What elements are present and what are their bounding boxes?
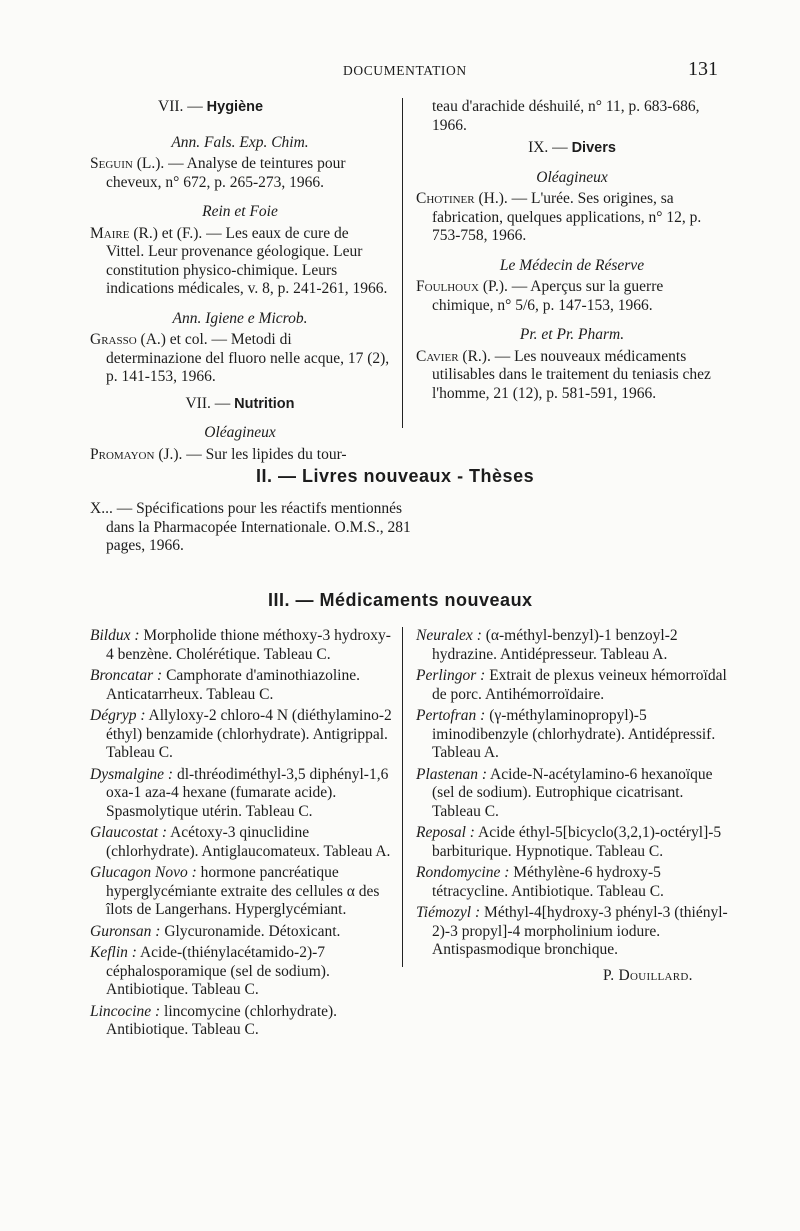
journal-heading: Ann. Igiene e Microb. (172, 309, 308, 327)
bibliography-entry: Maire (R.) et (F.). — Les eaux de cure de Vittel. Leur provenance géologique. Leur constitution physico-chimique. Leurs indications médicales, v. 8, p. 241-261, 1966. (90, 224, 388, 297)
bibliography-entry: Chotiner (H.). — L'urée. Ses origines, sa fabrication, quelques applications, n° 12, p. 753-758, 1966. (416, 190, 702, 244)
drug-list-left (90, 627, 392, 1043)
drug-entry: Rondomycine : Méthylène-6 hydroxy-5 tétracycline. Antibiotique. Tableau C. (416, 864, 664, 900)
drug-entry: Broncatar : Camphorate d'aminothiazoline. Anticatarrheux. Tableau C. (90, 667, 360, 703)
drug-list-right (416, 627, 728, 963)
journal-heading: Oléagineux (536, 168, 608, 186)
drug-entry: Tiémozyl : Méthyl-4[hydroxy-3 phényl-3 (thiényl-2)-3 propyl]-4 morpholinium iodure. Antispasmodique bronchique. (416, 904, 728, 958)
bibliography-entry: X... — Spécifications pour les réactifs mentionnés dans la Pharmacopée Internationale. O.M.S., 281 pages, 1966. (90, 500, 411, 554)
top-left-column (90, 98, 390, 469)
section-title: Hygiène (206, 99, 264, 115)
author-signature: P. Douillard. (603, 967, 693, 984)
column-divider (402, 627, 403, 967)
journal-heading: Le Médecin de Réserve (499, 256, 645, 274)
drug-entry: Bildux : Morpholide thione méthoxy-3 hydroxy-4 benzène. Cholérétique. Tableau C. (90, 627, 391, 663)
drug-entry: Glaucostat : Acétoxy-3 qinuclidine (chlorhydrate). Antiglaucomateux. Tableau A. (90, 824, 391, 860)
journal-heading: Ann. Fals. Exp. Chim. (171, 133, 309, 151)
drug-entry: Guronsan : Glycuronamide. Détoxicant. (90, 922, 341, 940)
drug-entry: Lincocine : lincomycine (chlorhydrate). Antibiotique. Tableau C. (90, 1002, 338, 1038)
top-right-column (416, 98, 728, 408)
bibliography-entry: Cavier (R.). — Les nouveaux médicaments utilisables dans le traitement du teniasis chez l'homme, 21 (12), p. 581-591, 1966. (416, 347, 711, 402)
drug-entry: Dysmalgine : dl-thréodiméthyl-3,5 diphényl-1,6 oxa-1 aza-4 hexane (fumarate acide). Spasmolytique utérin. Tableau C. (90, 765, 389, 820)
part-title-livres: II. — Livres nouveaux - Thèses (256, 466, 535, 486)
bibliography-continuation: teau d'arachide déshuilé, n° 11, p. 683-686, 1966. (432, 98, 700, 134)
page-number: 131 (688, 58, 718, 80)
bibliography-entry: Grasso (A.) et col. — Metodi di determinazione del fluoro nelle acque, 17 (2), p. 141-153, 1966. (90, 331, 390, 385)
bibliography-entry: Promayon (J.). — Sur les lipides du tour- (90, 445, 347, 463)
section-divers: IX. — Divers (528, 139, 616, 156)
section-nutrition: VII. — Nutrition (185, 394, 295, 412)
drug-entry: Plastenan : Acide-N-acétylamino-6 hexanoïque (sel de sodium). Eutrophique cicatrisant. Tableau C. (416, 765, 713, 820)
drug-entry: Dégryp : Allyloxy-2 chloro-4 N (diéthylamino-2 éthyl) benzamide (chlorhydrate). Antigrippal. Tableau C. (90, 707, 392, 761)
part-title-medicaments: III. — Médicaments nouveaux (268, 590, 533, 610)
drug-entry: Reposal : Acide éthyl-5[bicyclo(3,2,1)-octéryl]-5 barbiturique. Hypnotique. Tableau C. (416, 824, 722, 860)
journal-heading: Pr. et Pr. Pharm. (519, 326, 625, 343)
drug-entry: Glucagon Novo : hormone pancréatique hyperglycémiante extraite des cellules α des îlots de Langerhans. Hyperglycémiant. (90, 864, 380, 918)
bibliography-entry: Foulhoux (P.). — Aperçus sur la guerre chimique, n° 5/6, p. 147-153, 1966. (416, 278, 664, 314)
running-title: DOCUMENTATION (343, 63, 467, 78)
bibliography-entry: Seguin (L.). — Analyse de teintures pour cheveux, n° 672, p. 265-273, 1966. (90, 155, 346, 191)
section-hygiene: VII. — Hygiène (158, 98, 264, 115)
journal-heading: Oléagineux (204, 424, 276, 441)
drug-entry: Perlingor : Extrait de plexus veineux hémorroïdal de porc. Antihémorroïdaire. (416, 667, 727, 703)
drug-entry: Neuralex : (α-méthyl-benzyl)-1 benzoyl-2 hydrazine. Antidépresseur. Tableau A. (416, 627, 678, 663)
drug-entry: Keflin : Acide-(thiénylacétamido-2)-7 céphalosporamique (sel de sodium). Antibiotique. Tableau C. (90, 944, 330, 998)
column-divider (402, 98, 403, 428)
section-title: Divers (571, 140, 616, 156)
journal-heading: Rein et Foie (202, 203, 278, 220)
drug-entry: Pertofran : (γ-méthylaminopropyl)-5 iminodibenzyle (chlorhydrate). Antidépressif. Tableau A. (416, 707, 716, 761)
section-title: Nutrition (234, 395, 295, 412)
